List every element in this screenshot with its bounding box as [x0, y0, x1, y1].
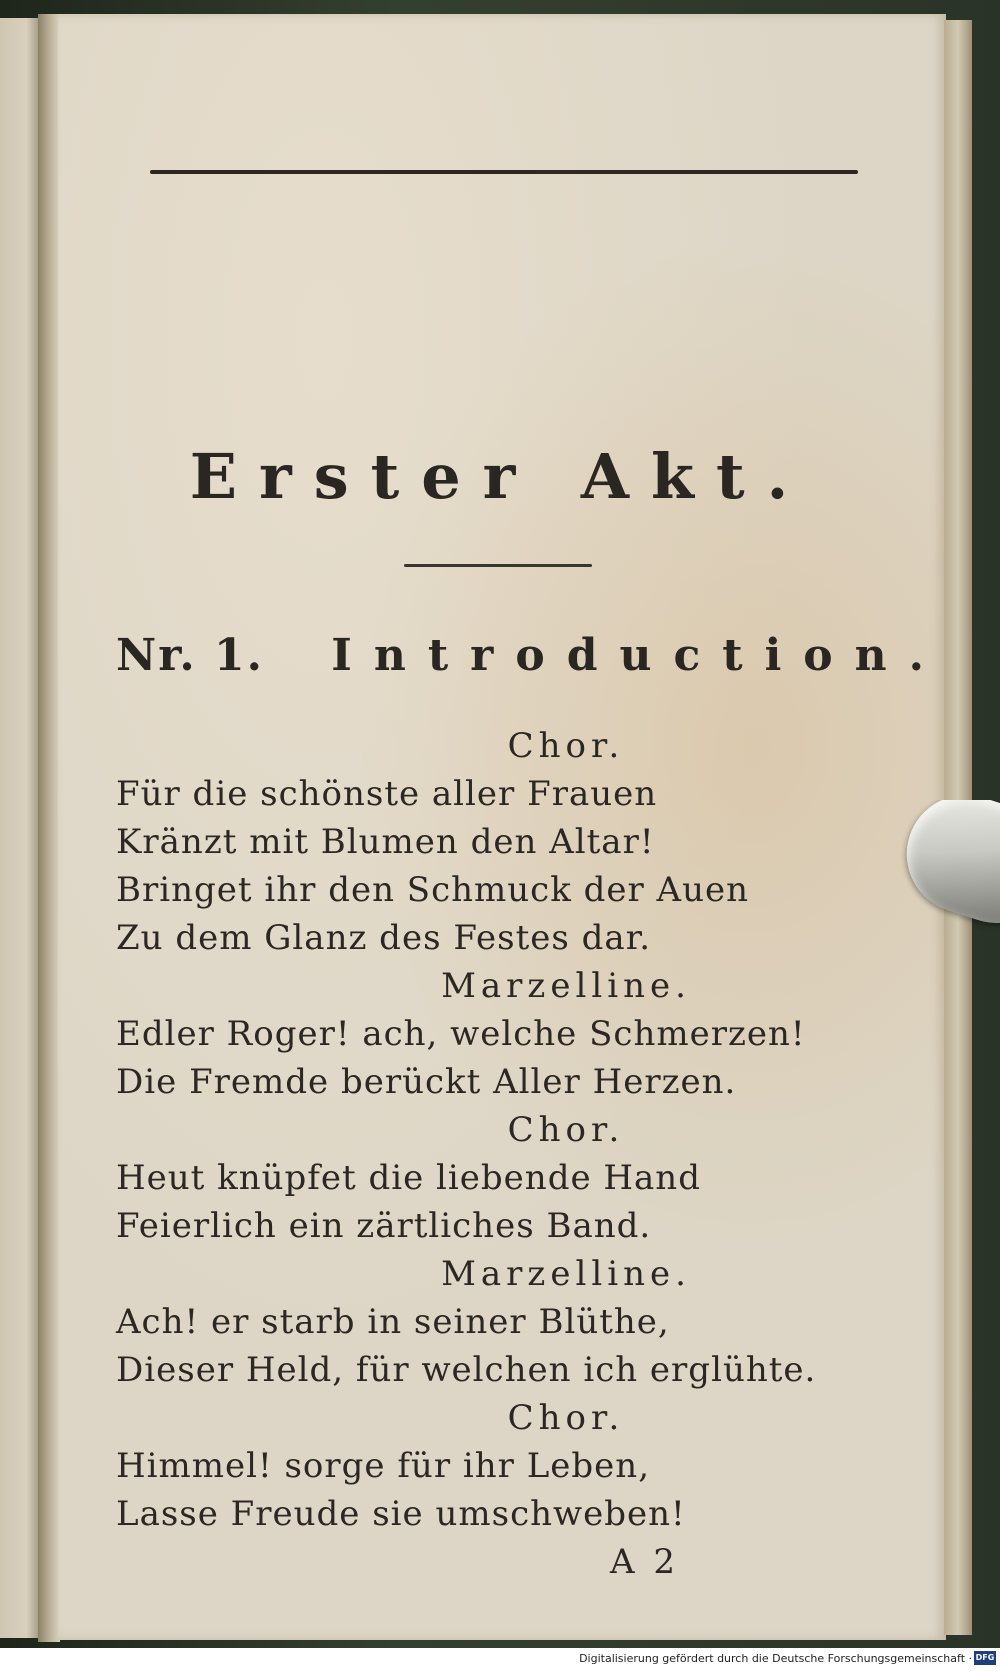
- verse-line: Himmel! sorge für ihr Leben,: [116, 1446, 650, 1486]
- verse-line: Heut knüpfet die liebende Hand: [116, 1158, 701, 1198]
- verse-line: Lasse Freude sie umschweben!: [116, 1494, 686, 1534]
- speaker-label: Marzelline.: [441, 966, 691, 1006]
- verse-line: Für die schönste aller Frauen: [116, 774, 658, 814]
- page-clip: [900, 800, 1000, 940]
- speaker-label: Marzelline.: [441, 1254, 691, 1294]
- dfg-logo: DFG: [974, 1651, 996, 1665]
- verse-line: Edler Roger! ach, welche Schmerzen!: [116, 1014, 806, 1054]
- speaker-label: Chor.: [507, 1110, 625, 1150]
- clip-icon: [900, 800, 1000, 938]
- speaker-label: Chor.: [507, 1398, 625, 1438]
- verse-line: Ach! er starb in seiner Blüthe,: [116, 1302, 670, 1342]
- book-gutter: [38, 14, 60, 1642]
- verse-line: Feierlich ein zärtliches Band.: [116, 1206, 652, 1246]
- section-title: Introduction.: [331, 630, 946, 681]
- title-rule: [404, 564, 592, 567]
- footer-credit: Digitalisierung gefördert durch die Deutsche Forschungsgemeinschaft ·: [579, 1652, 972, 1665]
- facing-page-edge: [0, 18, 38, 1638]
- section-number: Nr. 1.: [116, 630, 264, 681]
- verse-line: Dieser Held, für welchen ich erglühte.: [116, 1350, 817, 1390]
- verse-line: Bringet ihr den Schmuck der Auen: [116, 870, 750, 910]
- verse-line: Kränzt mit Blumen den Altar!: [116, 822, 655, 862]
- act-title: Erster Akt.: [189, 440, 811, 513]
- section-heading: [116, 630, 946, 681]
- signature-mark: A 2: [610, 1542, 679, 1582]
- speaker-label: Chor.: [507, 726, 625, 766]
- verse-block: [116, 722, 896, 1538]
- verse-line: Zu dem Glanz des Festes dar.: [116, 918, 652, 958]
- header-rule: [150, 170, 858, 174]
- verse-line: Die Fremde berückt Aller Herzen.: [116, 1062, 737, 1102]
